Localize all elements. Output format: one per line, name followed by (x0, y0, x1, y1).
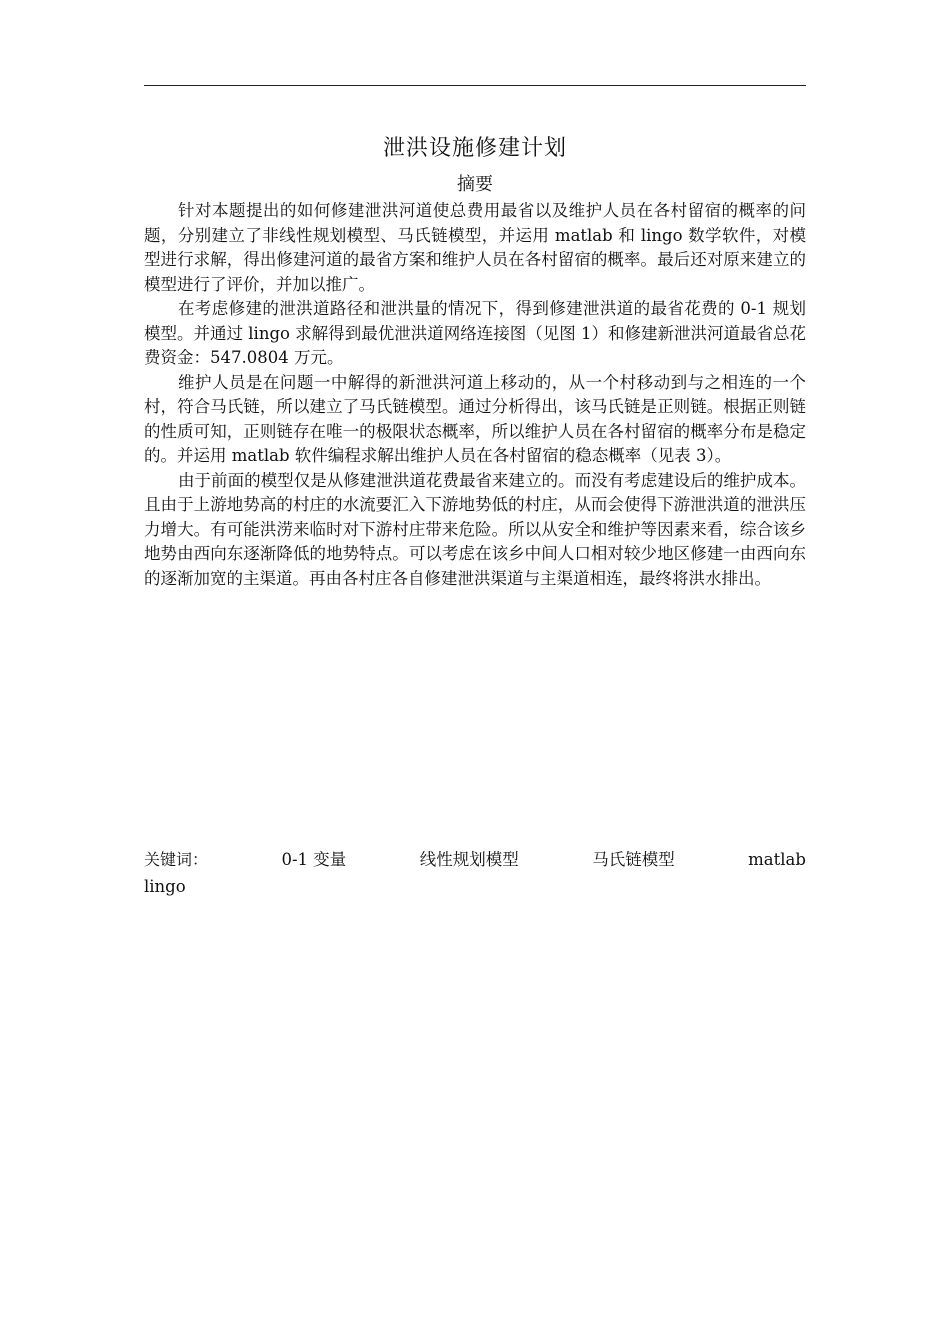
abstract-paragraph-3: 维护人员是在问题一中解得的新泄洪河道上移动的，从一个村移动到与之相连的一个村，符合马氏链，所以建立了马氏链模型。通过分析得出，该马氏链是正则链。根据正则链的性质可知，正则链存在唯一的极限状态概率，所以维护人员在各村留宿的概率分布是稳定的。并运用 matlab 软件编程求解出维护人员在各村留宿的稳态概率（见表 3）。 (144, 372, 806, 465)
header-rule (144, 85, 806, 86)
keyword-item: 线性规划模型 (419, 850, 519, 869)
abstract-paragraph-4: 由于前面的模型仅是从修建泄洪道花费最省来建立的。而没有考虑建设后的维护成本。且由于上游地势高的村庄的水流要汇入下游地势低的村庄，从而会使得下游泄洪道的泄洪压力增大。有可能洪涝来临时对下游村庄带来危险。所以从安全和维护等因素来看，综合该乡地势由西向东逐渐降低的地势特点。可以考虑在该乡中间人口相对较少地区修建一由西向东的逐渐加宽的主渠道。再由各村庄各自修建泄洪渠道与主渠道相连，最终将洪水排出。 (144, 470, 806, 588)
keywords-section (144, 846, 806, 900)
keywords-row (144, 846, 806, 873)
keyword-item: lingo (144, 877, 186, 896)
abstract-paragraph-2: 在考虑修建的泄洪道路径和泄洪量的情况下，得到修建泄洪道的最省花费的 0-1 规划模型。并通过 lingo 求解得到最优泄洪道网络连接图（见图 1）和修建新泄洪河道最省总花费资金：547.0804 万元。 (144, 299, 806, 367)
document-title: 泄洪设施修建计划 (382, 136, 567, 161)
keywords-label: 关键词： (144, 850, 209, 869)
abstract-body (144, 199, 806, 591)
keyword-item: 马氏链模型 (592, 850, 675, 869)
keyword-item: 0-1 变量 (281, 850, 347, 869)
abstract-paragraph-1: 针对本题提出的如何修建泄洪河道使总费用最省以及维护人员在各村留宿的概率的问题，分别建立了非线性规划模型、马氏链模型，并运用 matlab 和 lingo 数学软件，对模型进行求解，得出修建河道的最省方案和维护人员在各村留宿的概率。最后还对原来建立的模型进行了评价，并加以推广。 (144, 201, 806, 294)
keywords-row-2 (144, 873, 806, 900)
abstract-heading: 摘要 (457, 174, 493, 195)
keyword-item: matlab (748, 850, 806, 869)
